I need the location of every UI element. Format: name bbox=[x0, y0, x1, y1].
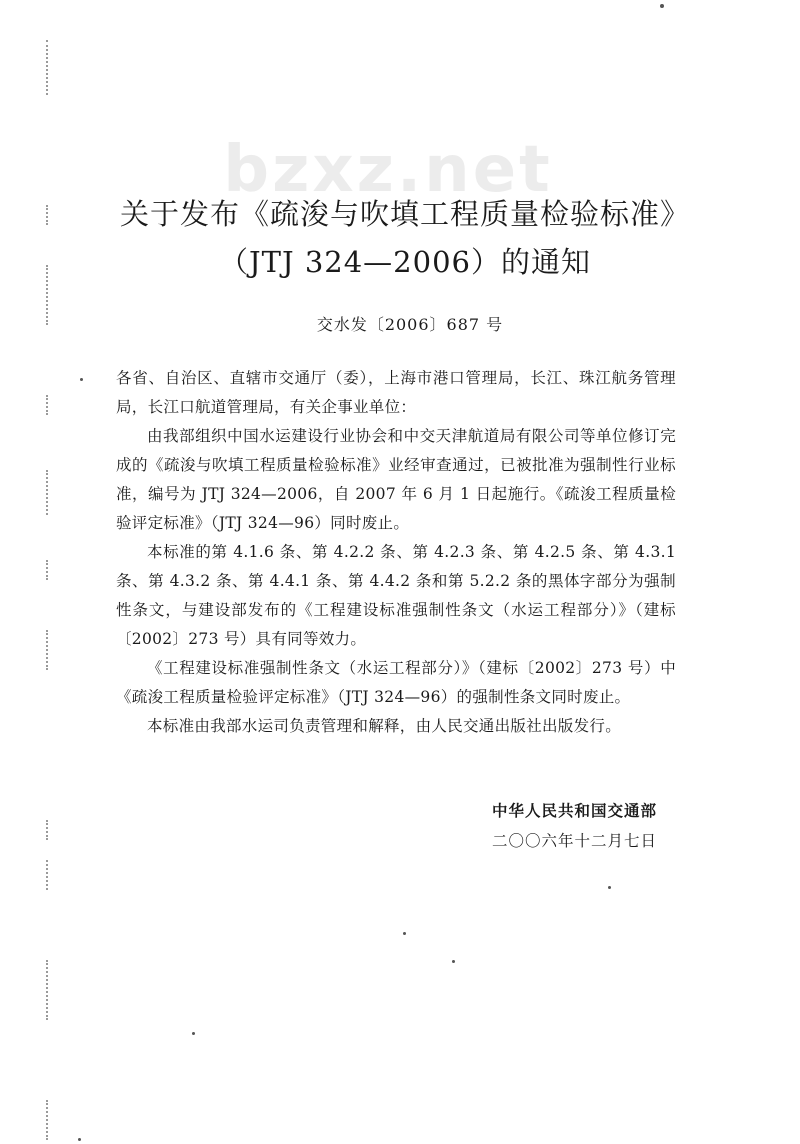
salutation: 各省、自治区、直辖市交通厅（委），上海市港口管理局，长江、珠江航务管理局，长江口航道管理局，有关企事业单位： bbox=[116, 369, 676, 416]
scan-dots bbox=[46, 395, 50, 415]
title-line-2: （JTJ 324—2006）的通知 bbox=[219, 245, 591, 279]
scan-dots bbox=[46, 820, 50, 840]
title-line-1: 关于发布《疏浚与吹填工程质量检验标准》 bbox=[119, 197, 690, 231]
scan-dots bbox=[46, 470, 50, 515]
scan-speck bbox=[192, 1032, 195, 1035]
paragraph-3: 《工程建设标准强制性条文（水运工程部分）》（建标〔2002〕273 号）中《疏浚工程质量检验评定标准》（JTJ 324—96）的强制性条文同时废止。 bbox=[116, 659, 676, 706]
paragraph-4: 本标准由我部水运司负责管理和解释，由人民交通出版社出版发行。 bbox=[147, 717, 622, 735]
scan-dots bbox=[46, 960, 50, 1020]
scan-dots bbox=[46, 860, 50, 890]
scan-speck bbox=[660, 4, 664, 8]
scan-dots bbox=[46, 560, 50, 580]
watermark: bzxz.net bbox=[223, 133, 553, 207]
scan-speck bbox=[78, 1138, 81, 1141]
scan-speck bbox=[403, 932, 406, 935]
document-number: 交水发〔2006〕687 号 bbox=[316, 315, 504, 334]
scan-dots bbox=[46, 265, 50, 325]
notice-title bbox=[60, 190, 750, 286]
signature-org: 中华人民共和国交通部 bbox=[492, 801, 658, 820]
scan-speck bbox=[80, 378, 83, 381]
scan-dots bbox=[46, 40, 50, 95]
scan-speck bbox=[608, 886, 611, 889]
scan-dots bbox=[46, 1100, 50, 1140]
scan-speck bbox=[452, 960, 455, 963]
paragraph-1: 由我部组织中国水运建设行业协会和中交天津航道局有限公司等单位修订完成的《疏浚与吹填工程质量检验标准》业经审查通过，已被批准为强制性行业标准，编号为 JTJ 324—2006，自 2007 年 6 月 1 日起施行。《疏浚工程质量检验评定标准》（JTJ 324—96）同时废止。 bbox=[116, 427, 676, 532]
signature-date: 二〇〇六年十二月七日 bbox=[492, 832, 658, 850]
paragraph-2: 本标准的第 4.1.6 条、第 4.2.2 条、第 4.2.3 条、第 4.2.5 条、第 4.3.1 条、第 4.3.2 条、第 4.4.1 条、第 4.4.2 条和第 5.2.2 条的黑体字部分为强制性条文，与建设部发布的《工程建设标准强制性条文（水运工程部分）》（建标〔2002〕273 号）具有同等效力。 bbox=[116, 543, 676, 648]
scan-dots bbox=[46, 630, 50, 670]
signature-block bbox=[492, 796, 722, 856]
scan-dots bbox=[46, 205, 50, 225]
notice-body bbox=[116, 364, 676, 741]
